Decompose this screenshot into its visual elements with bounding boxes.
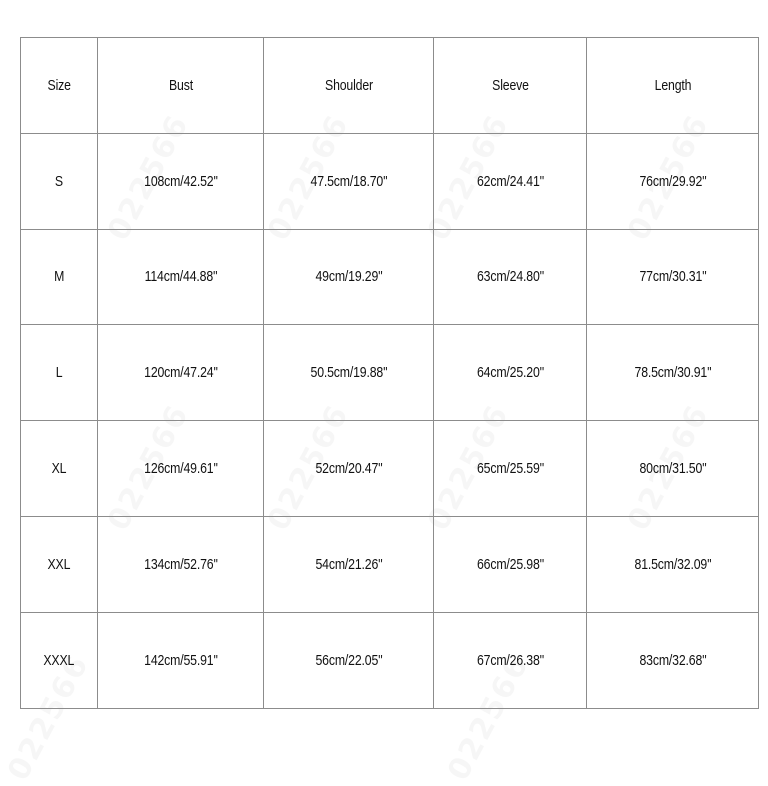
size-chart-table <box>20 37 759 709</box>
cell-length: 77cm/30.31'' <box>602 229 743 325</box>
cell-size: XXXL <box>21 612 98 708</box>
cell-sleeve: 67cm/26.38'' <box>447 612 572 708</box>
cell-shoulder: 56cm/22.05'' <box>279 612 418 708</box>
table-header-row <box>21 38 759 134</box>
header-size: Size <box>21 38 98 134</box>
cell-size: L <box>21 325 98 421</box>
cell-size: S <box>21 133 98 229</box>
cell-sleeve: 63cm/24.80'' <box>447 229 572 325</box>
cell-shoulder: 47.5cm/18.70'' <box>279 133 418 229</box>
cell-bust: 126cm/49.61'' <box>112 421 248 517</box>
cell-length: 76cm/29.92'' <box>602 133 743 229</box>
table-row <box>21 229 759 325</box>
cell-shoulder: 50.5cm/19.88'' <box>279 325 418 421</box>
cell-length: 80cm/31.50'' <box>602 421 743 517</box>
cell-size: M <box>21 229 98 325</box>
cell-sleeve: 65cm/25.59'' <box>447 421 572 517</box>
cell-bust: 114cm/44.88'' <box>112 229 248 325</box>
cell-shoulder: 54cm/21.26'' <box>279 516 418 612</box>
cell-shoulder: 52cm/20.47'' <box>279 421 418 517</box>
cell-bust: 142cm/55.91'' <box>112 612 248 708</box>
header-bust: Bust <box>112 38 248 134</box>
cell-size: XXL <box>21 516 98 612</box>
cell-length: 81.5cm/32.09'' <box>602 516 743 612</box>
cell-length: 83cm/32.68'' <box>602 612 743 708</box>
table-row <box>21 133 759 229</box>
cell-sleeve: 66cm/25.98'' <box>447 516 572 612</box>
table-row <box>21 612 759 708</box>
table-row <box>21 421 759 517</box>
cell-size: XL <box>21 421 98 517</box>
cell-sleeve: 64cm/25.20'' <box>447 325 572 421</box>
header-shoulder: Shoulder <box>279 38 418 134</box>
cell-sleeve: 62cm/24.41'' <box>447 133 572 229</box>
cell-bust: 120cm/47.24'' <box>112 325 248 421</box>
cell-bust: 134cm/52.76'' <box>112 516 248 612</box>
header-length: Length <box>602 38 743 134</box>
cell-shoulder: 49cm/19.29'' <box>279 229 418 325</box>
header-sleeve: Sleeve <box>447 38 572 134</box>
table-row <box>21 325 759 421</box>
cell-length: 78.5cm/30.91'' <box>602 325 743 421</box>
table-row <box>21 516 759 612</box>
cell-bust: 108cm/42.52'' <box>112 133 248 229</box>
